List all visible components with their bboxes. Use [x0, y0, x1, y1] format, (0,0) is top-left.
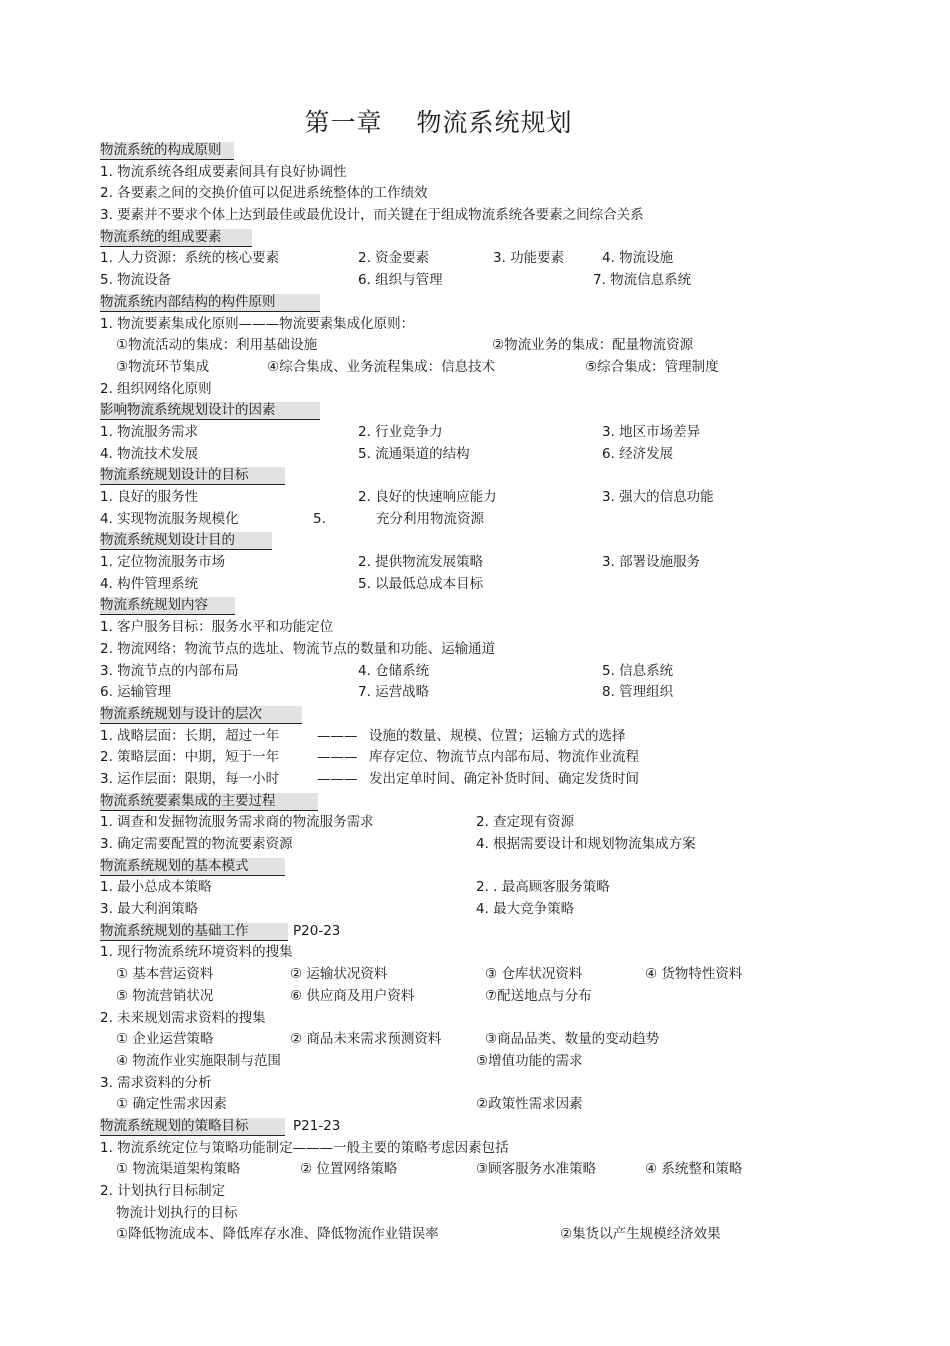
list-item-text: 4. 根据需要设计和规划物流集成方案 [476, 836, 696, 852]
list-item-text: 1. 物流系统各组成要素间具有良好协调性 [100, 163, 347, 180]
section-heading-line [100, 704, 800, 726]
list-item-text: 8. 管理组织 [602, 684, 674, 701]
list-item-text: 2. 组织网络化原则 [100, 380, 212, 397]
list-item [100, 1203, 800, 1225]
list-item-text: ① 基本营运资料 [116, 966, 214, 983]
section-heading: 物流系统规划的基本模式 [100, 858, 285, 876]
section-heading: 物流系统规划的基础工作 [100, 923, 288, 941]
list-item-text: 5. 物流设备 [100, 272, 172, 289]
list-item-text: 7. 物流信息系统 [593, 272, 692, 289]
list-item [100, 422, 800, 444]
list-item [100, 248, 800, 270]
list-item-text: ③ 仓库状况资料 [485, 966, 583, 983]
section-heading-line [100, 227, 800, 249]
list-item-text: 3. 需求资料的分析 [100, 1074, 212, 1091]
section-heading-line [100, 1116, 800, 1138]
list-item-text: ⑥ 供应商及用户资料 [290, 987, 415, 1004]
list-item-text: 3. 最大利润策略 [100, 901, 199, 918]
list-item-text: 7. 运营战略 [358, 684, 430, 701]
list-item [100, 617, 800, 639]
list-item-text: 3. 功能要素 [493, 250, 565, 267]
list-item [100, 1181, 800, 1203]
list-item [100, 509, 800, 531]
list-item [100, 877, 800, 899]
list-item [100, 574, 800, 596]
list-item-text: ② 运输状况资料 [290, 966, 388, 983]
list-item-text: 1. 战略层面：长期，超过一年 [100, 727, 280, 744]
page-reference: P20-23 [293, 922, 341, 939]
list-item-text: 6. 运输管理 [100, 684, 172, 701]
list-item [100, 1159, 800, 1181]
list-item-text: ③顾客服务水准策略 [476, 1161, 597, 1178]
list-item [100, 1029, 800, 1051]
section-heading: 物流系统的组成要素 [100, 229, 252, 247]
section-heading-line [100, 140, 800, 162]
list-item [100, 986, 800, 1008]
list-item [100, 1138, 800, 1160]
section-heading-line [100, 856, 800, 878]
list-item [100, 769, 800, 791]
list-item-text: ⑦配送地点与分布 [485, 987, 592, 1004]
list-item-text: ⑤综合集成：管理制度 [585, 358, 719, 375]
list-item-text: 6. 经济发展 [602, 445, 674, 462]
list-item-text: 1. 现行物流系统环境资料的搜集 [100, 944, 293, 961]
list-item-text: 4. 实现物流服务规模化 [100, 510, 239, 527]
list-item-text: ④ 系统整和策略 [645, 1161, 743, 1178]
document-body [100, 140, 800, 1246]
list-item-text: 1. 调查和发掘物流服务需求商的物流服务需求 [100, 814, 374, 831]
list-item-text: 2. 计划执行目标制定 [100, 1183, 226, 1199]
list-item-text: 1. 人力资源：系统的核心要素 [100, 250, 280, 267]
list-item-text: ④ 货物特性资料 [645, 966, 743, 983]
section-heading-line [100, 292, 800, 314]
list-item-text: 2. 提供物流发展策略 [358, 554, 484, 571]
list-item-text: 1. 物流服务需求 [100, 423, 199, 440]
list-item-text: ⑤ 物流营销状况 [116, 987, 214, 1004]
list-item-text: 1. 物流系统定位与策略功能制定———一般主要的策略考虑因素包括 [100, 1139, 509, 1156]
list-item-text: ——— [317, 727, 358, 744]
list-item [100, 205, 800, 227]
list-item-text: ②物流业务的集成：配量物流资源 [492, 337, 694, 354]
list-item [100, 1073, 800, 1095]
list-item-text: 库存定位、物流节点内部布局、物流作业流程 [369, 749, 639, 766]
list-item-text: 1. 良好的服务性 [100, 489, 199, 505]
list-item-text: 2. 策略层面：中期，短于一年 [100, 749, 280, 766]
section-heading-line [100, 400, 800, 422]
list-item-text: 发出定单时间、确定补货时间、确定发货时间 [369, 770, 639, 787]
list-item-text: 3. 要素并不要求个体上达到最佳或最优设计，而关键在于组成物流系统各要素之间综合关系 [100, 207, 644, 224]
list-item-text: 5. 以最低总成本目标 [358, 575, 484, 592]
section-heading: 物流系统的构成原则 [100, 142, 234, 160]
list-item-text: 5. 流通渠道的结构 [358, 445, 470, 462]
list-item [100, 314, 800, 336]
list-item [100, 964, 800, 986]
list-item-text: 4. 物流技术发展 [100, 445, 199, 462]
section-heading-line [100, 465, 800, 487]
list-item-text: 4. 构件管理系统 [100, 575, 199, 592]
list-item-text: ②集货以产生规模经济效果 [560, 1226, 721, 1243]
section-heading: 物流系统规划设计目的 [100, 532, 272, 550]
list-item-text: 5. [313, 510, 326, 527]
list-item-text: 2. 查定现有资源 [476, 814, 575, 831]
section-heading: 物流系统内部结构的构件原则 [100, 294, 320, 312]
list-item-text: 3. 部署设施服务 [602, 554, 701, 571]
list-item-text: ④综合集成、业务流程集成：信息技术 [267, 358, 496, 375]
list-item [100, 162, 800, 184]
list-item [100, 834, 800, 856]
list-item-text: 4. 物流设施 [602, 250, 674, 267]
list-item [100, 682, 800, 704]
list-item-text: 3. 强大的信息功能 [602, 489, 714, 505]
list-item [100, 357, 800, 379]
list-item [100, 1094, 800, 1116]
list-item [100, 552, 800, 574]
list-item [100, 899, 800, 921]
section-heading-line [100, 530, 800, 552]
list-item-text: 1. 最小总成本策略 [100, 879, 212, 896]
section-heading: 物流系统规划与设计的层次 [100, 706, 302, 724]
list-item-text: 2. 资金要素 [358, 250, 430, 267]
list-item [100, 487, 800, 509]
list-item-text: ① 确定性需求因素 [116, 1096, 227, 1113]
list-item-text: ⑤增值功能的需求 [476, 1052, 583, 1069]
section-heading: 影响物流系统规划设计的因素 [100, 402, 320, 420]
list-item-text: 2. 行业竞争力 [358, 423, 443, 440]
section-heading-line [100, 791, 800, 813]
list-item-text: 2. 物流网络：物流节点的选址、物流节点的数量和功能、运输通道 [100, 640, 496, 657]
page-reference: P21-23 [293, 1117, 341, 1134]
list-item [100, 1008, 800, 1030]
chapter-name: 物流系统规划 [416, 108, 573, 137]
list-item-text: 设施的数量、规模、位置；运输方式的选择 [369, 727, 626, 744]
list-item-text: 4. 仓储系统 [358, 662, 430, 679]
list-item [100, 661, 800, 683]
list-item-text: 2. 各要素之间的交换价值可以促进系统整体的工作绩效 [100, 185, 428, 202]
section-heading: 物流系统要素集成的主要过程 [100, 793, 318, 811]
list-item-text: 1. 物流要素集成化原则———物流要素集成化原则： [100, 315, 415, 332]
list-item-text: ③物流环节集成 [116, 358, 210, 375]
list-item [100, 942, 800, 964]
list-item [100, 335, 800, 357]
list-item-text: 2. . 最高顾客服务策略 [476, 879, 610, 896]
list-item [100, 1224, 800, 1246]
list-item-text: 5. 信息系统 [602, 662, 674, 679]
section-heading-line [100, 595, 800, 617]
list-item [100, 1051, 800, 1073]
list-item [100, 812, 800, 834]
list-item-text: 物流计划执行的目标 [116, 1204, 238, 1221]
list-item-text: 4. 最大竞争策略 [476, 901, 575, 918]
section-heading: 物流系统规划内容 [100, 597, 235, 615]
list-item [100, 747, 800, 769]
list-item-text: ——— [317, 770, 358, 787]
list-item-text: 2. 良好的快速响应能力 [358, 489, 497, 505]
list-item-text: ① 企业运营策略 [116, 1031, 214, 1048]
list-item-text: ① 物流渠道架构策略 [116, 1161, 241, 1178]
list-item-text: 3. 地区市场差异 [602, 423, 701, 440]
list-item-text: 充分利用物流资源 [376, 510, 484, 527]
list-item [100, 379, 800, 401]
list-item [100, 183, 800, 205]
list-item-text: 6. 组织与管理 [358, 272, 443, 289]
list-item-text: ②政策性需求因素 [476, 1096, 583, 1113]
list-item-text: 3. 物流节点的内部布局 [100, 662, 239, 679]
list-item-text: ② 商品未来需求预测资料 [290, 1031, 442, 1048]
list-item-text: ④ 物流作业实施限制与范围 [116, 1052, 281, 1069]
page-title [0, 103, 877, 139]
list-item-text: ③商品品类、数量的变动趋势 [485, 1031, 660, 1048]
list-item-text: 2. 未来规划需求资料的搜集 [100, 1009, 266, 1026]
list-item-text: ①降低物流成本、降低库存水准、降低物流作业错误率 [116, 1226, 439, 1243]
list-item-text: ——— [317, 749, 358, 766]
list-item-text: 3. 确定需要配置的物流要素资源 [100, 836, 293, 852]
list-item-text: 1. 客户服务目标：服务水平和功能定位 [100, 619, 334, 636]
list-item-text: ①物流活动的集成：利用基础设施 [116, 337, 318, 354]
chapter-label: 第一章 [304, 108, 383, 137]
list-item [100, 444, 800, 466]
list-item-text: 1. 定位物流服务市场 [100, 554, 226, 571]
list-item [100, 639, 800, 661]
section-heading: 物流系统规划的策略目标 [100, 1118, 285, 1136]
list-item [100, 270, 800, 292]
list-item [100, 726, 800, 748]
section-heading-line [100, 921, 800, 943]
list-item-text: 3. 运作层面：限期，每一小时 [100, 770, 280, 787]
section-heading: 物流系统规划设计的目标 [100, 467, 285, 485]
list-item-text: ② 位置网络策略 [300, 1161, 398, 1178]
